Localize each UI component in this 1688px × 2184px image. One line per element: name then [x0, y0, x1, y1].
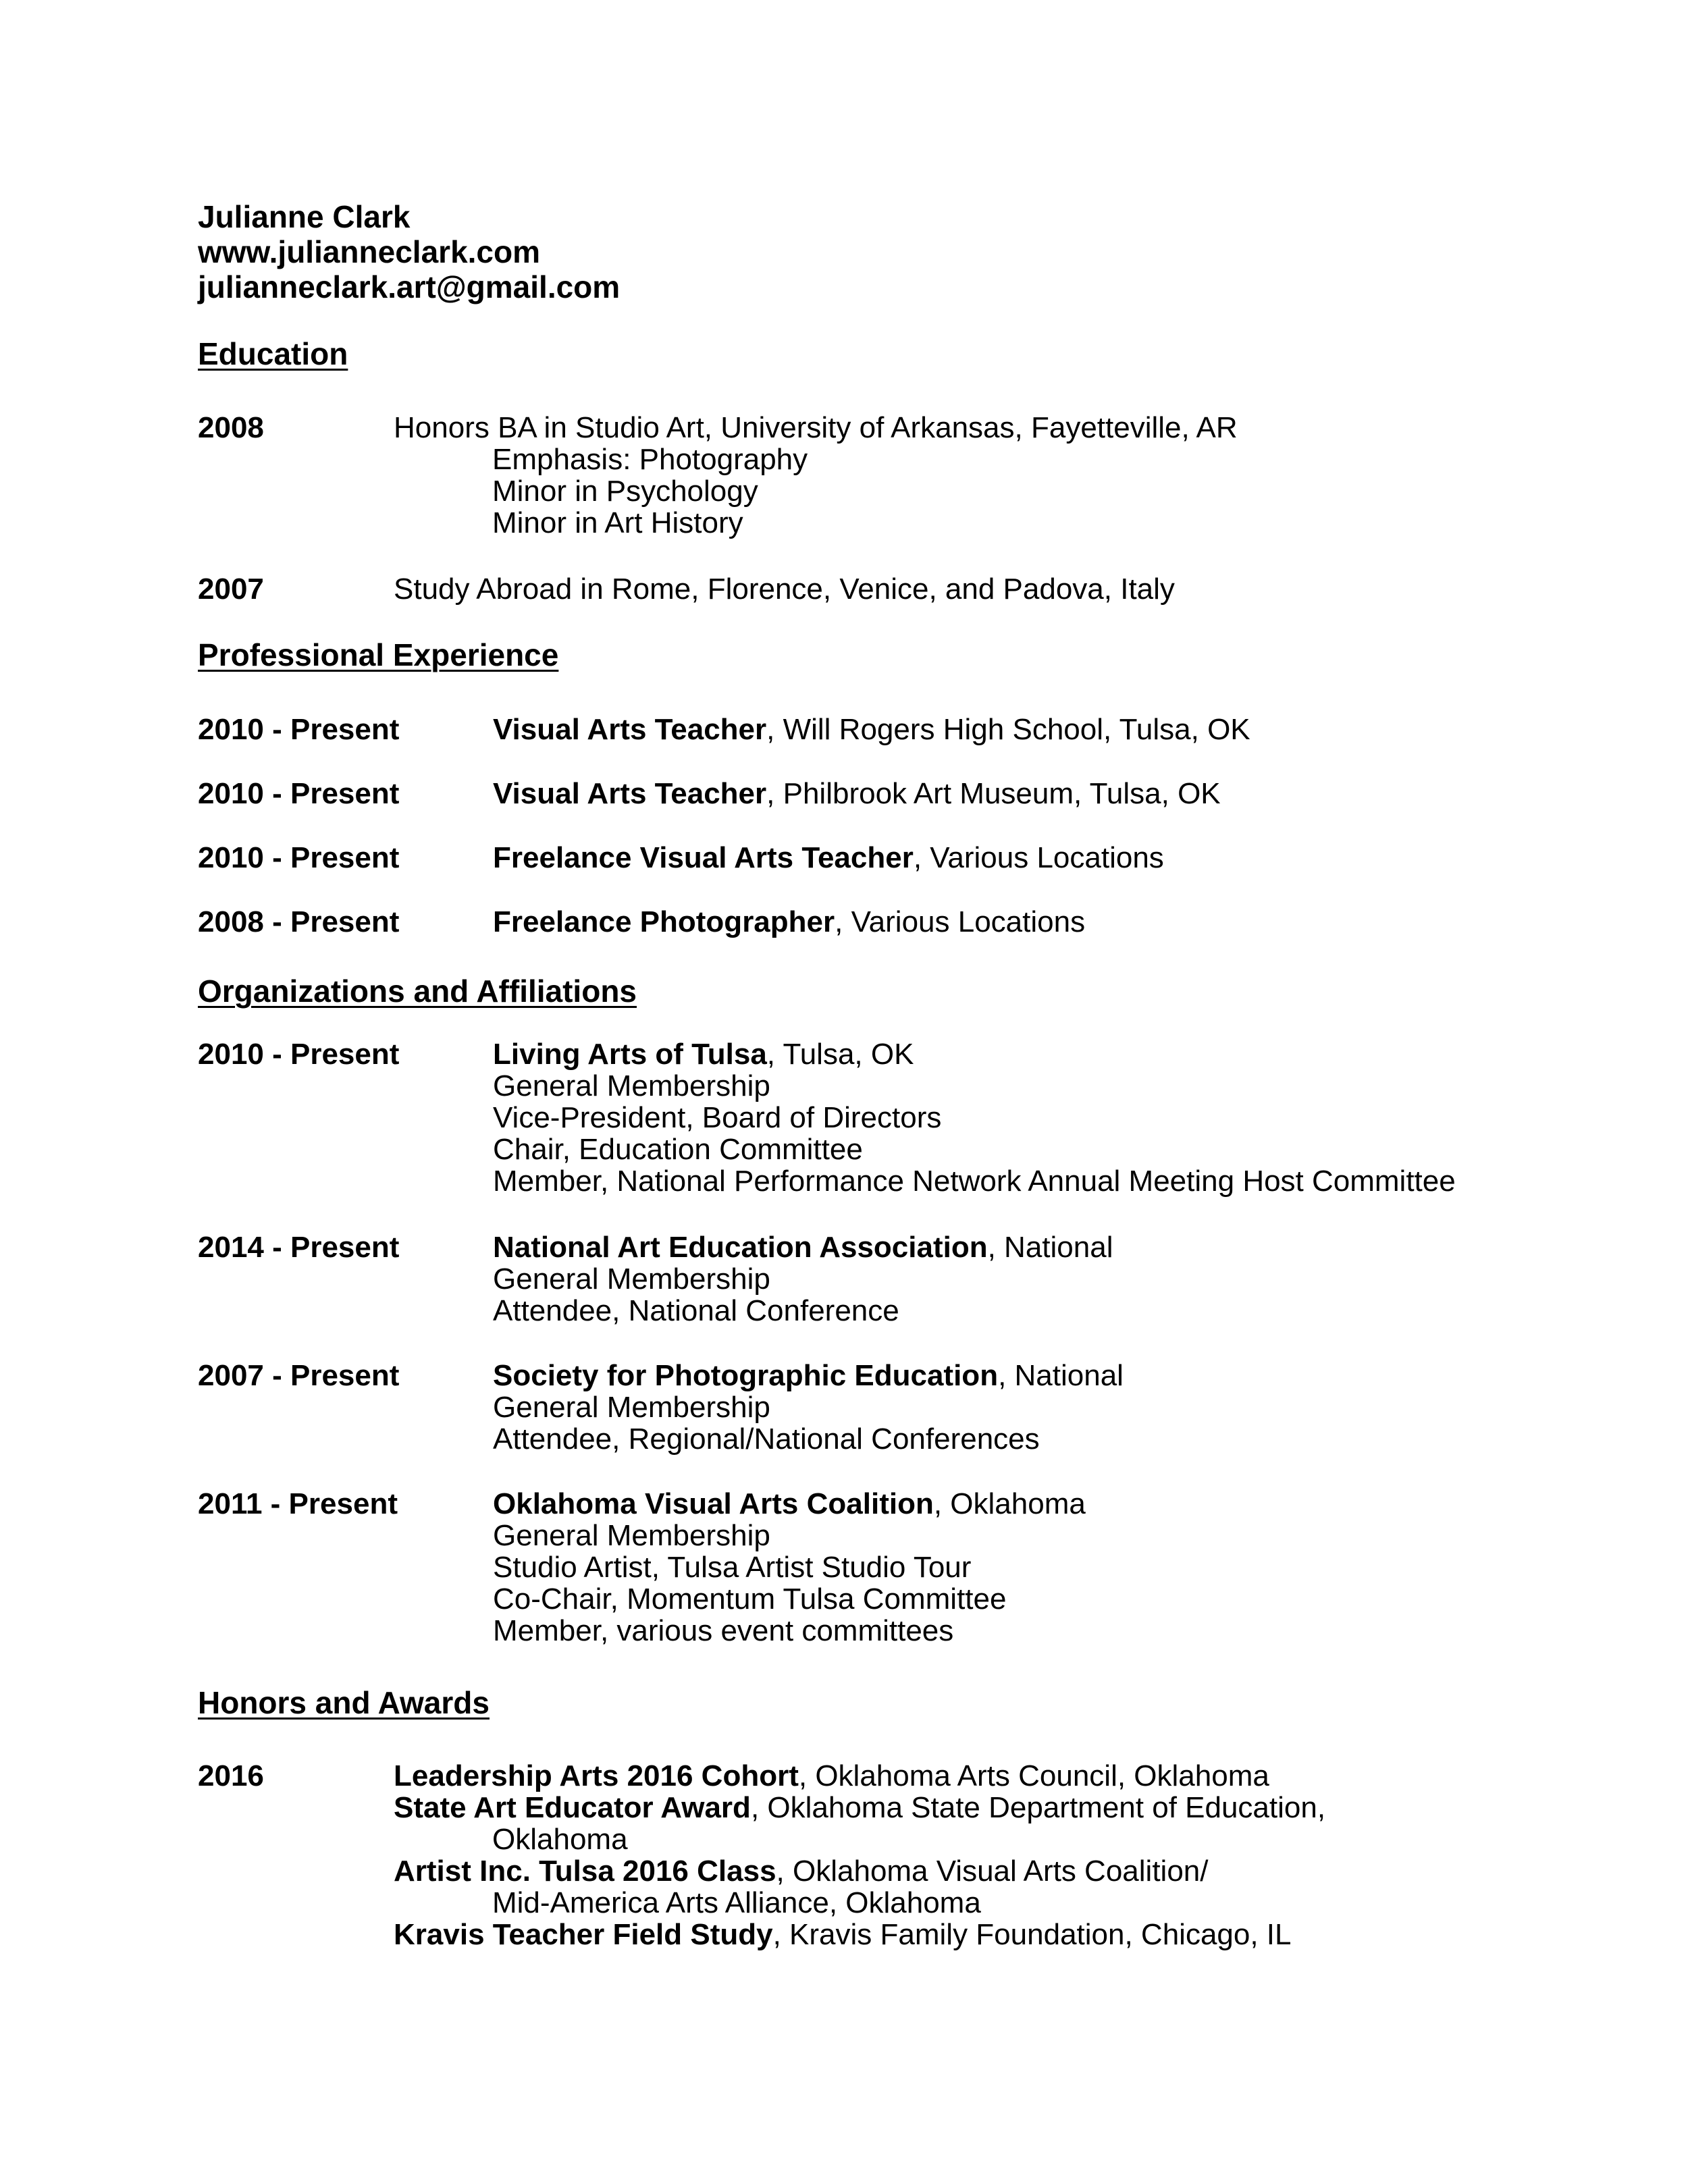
- job-place: , Philbrook Art Museum, Tulsa, OK: [766, 777, 1221, 810]
- job-title: Visual Arts Teacher: [493, 713, 767, 746]
- entry-date: 2010 - Present: [198, 1038, 400, 1071]
- role-line: Studio Artist, Tulsa Artist Studio Tour: [493, 1551, 972, 1584]
- org-title: Living Arts of Tulsa: [493, 1038, 767, 1071]
- degree-line: Honors BA in Studio Art, University of Arkansas, Fayetteville, AR: [394, 411, 1238, 444]
- award-detail: , Oklahoma State Department of Education,: [750, 1791, 1326, 1824]
- role-line: Vice-President, Board of Directors: [493, 1101, 942, 1134]
- entry-date: 2010 - Present: [198, 713, 400, 746]
- job-title: Freelance Visual Arts Teacher: [493, 841, 914, 874]
- award-continuation: Mid-America Arts Alliance, Oklahoma: [492, 1886, 981, 1919]
- job-title: Visual Arts Teacher: [493, 777, 767, 810]
- organizations-heading: Organizations and Affiliations: [198, 974, 637, 1009]
- entry-body: [394, 412, 1238, 539]
- entry-body: [493, 1360, 1124, 1455]
- detail-line: Emphasis: Photography: [492, 443, 808, 476]
- award-line: [394, 1919, 1325, 1950]
- job-place: , Will Rogers High School, Tulsa, OK: [766, 713, 1250, 746]
- entry-date: 2010 - Present: [198, 841, 400, 874]
- study-line: Study Abroad in Rome, Florence, Venice, and Padova, Italy: [394, 572, 1175, 606]
- award-title: State Art Educator Award: [394, 1791, 751, 1824]
- job-title: Freelance Photographer: [493, 905, 835, 938]
- org-place: , Oklahoma: [933, 1487, 1086, 1520]
- entry-date: 2011 - Present: [198, 1487, 398, 1520]
- experience-heading: Professional Experience: [198, 637, 559, 672]
- contact-header: [198, 199, 620, 304]
- org-place: , National: [987, 1231, 1113, 1264]
- entry-body: [493, 906, 1085, 938]
- org-title: Oklahoma Visual Arts Coalition: [493, 1487, 934, 1520]
- entry-body: [394, 1760, 1325, 1950]
- role-line: General Membership: [493, 1069, 770, 1102]
- role-line: Chair, Education Committee: [493, 1133, 863, 1166]
- entry-body: [493, 842, 1164, 874]
- role-line: General Membership: [493, 1519, 770, 1552]
- entry-date: 2007 - Present: [198, 1359, 400, 1392]
- award-line: [394, 1855, 1325, 1887]
- entry-body: [493, 1038, 1456, 1197]
- role-line: General Membership: [493, 1262, 770, 1296]
- website-link[interactable]: www.julianneclark.com: [198, 234, 541, 269]
- job-place: , Various Locations: [835, 905, 1086, 938]
- role-line: Member, various event committees: [493, 1614, 954, 1647]
- entry-date: 2008: [198, 411, 264, 444]
- entry-date: 2010 - Present: [198, 777, 400, 810]
- award-line: [394, 1792, 1325, 1823]
- entry-date: 2008 - Present: [198, 905, 400, 938]
- role-line: Co-Chair, Momentum Tulsa Committee: [493, 1582, 1007, 1616]
- entry-body: [493, 1488, 1086, 1647]
- person-name: Julianne Clark: [198, 199, 411, 234]
- entry-date: 2016: [198, 1759, 264, 1792]
- role-line: Attendee, National Conference: [493, 1294, 899, 1327]
- award-title: Kravis Teacher Field Study: [394, 1918, 773, 1951]
- org-title: National Art Education Association: [493, 1231, 988, 1264]
- award-detail: , Oklahoma Arts Council, Oklahoma: [798, 1759, 1269, 1792]
- entry-date: 2014 - Present: [198, 1231, 400, 1264]
- role-line: Member, National Performance Network Annual Meeting Host Committee: [493, 1165, 1456, 1198]
- org-place: , National: [998, 1359, 1124, 1392]
- award-detail: , Kravis Family Foundation, Chicago, IL: [772, 1918, 1292, 1951]
- role-line: General Membership: [493, 1391, 770, 1424]
- org-place: , Tulsa, OK: [766, 1038, 914, 1071]
- detail-line: Minor in Art History: [492, 506, 743, 539]
- honors-heading: Honors and Awards: [198, 1685, 490, 1720]
- detail-line: Minor in Psychology: [492, 475, 758, 508]
- award-line: [394, 1760, 1325, 1792]
- job-place: , Various Locations: [913, 841, 1164, 874]
- entry-body: [493, 1231, 1113, 1327]
- entry-date: 2007: [198, 572, 264, 606]
- org-title: Society for Photographic Education: [493, 1359, 999, 1392]
- email-link[interactable]: julianneclark.art@gmail.com: [198, 269, 621, 304]
- award-detail: , Oklahoma Visual Arts Coalition/: [776, 1855, 1209, 1888]
- award-title: Leadership Arts 2016 Cohort: [394, 1759, 799, 1792]
- award-continuation: Oklahoma: [492, 1823, 628, 1856]
- entry-body: [493, 714, 1250, 745]
- entry-body: [493, 778, 1221, 809]
- role-line: Attendee, Regional/National Conferences: [493, 1422, 1040, 1456]
- entry-body: [394, 573, 1175, 605]
- education-heading: Education: [198, 336, 348, 371]
- award-title: Artist Inc. Tulsa 2016 Class: [394, 1855, 776, 1888]
